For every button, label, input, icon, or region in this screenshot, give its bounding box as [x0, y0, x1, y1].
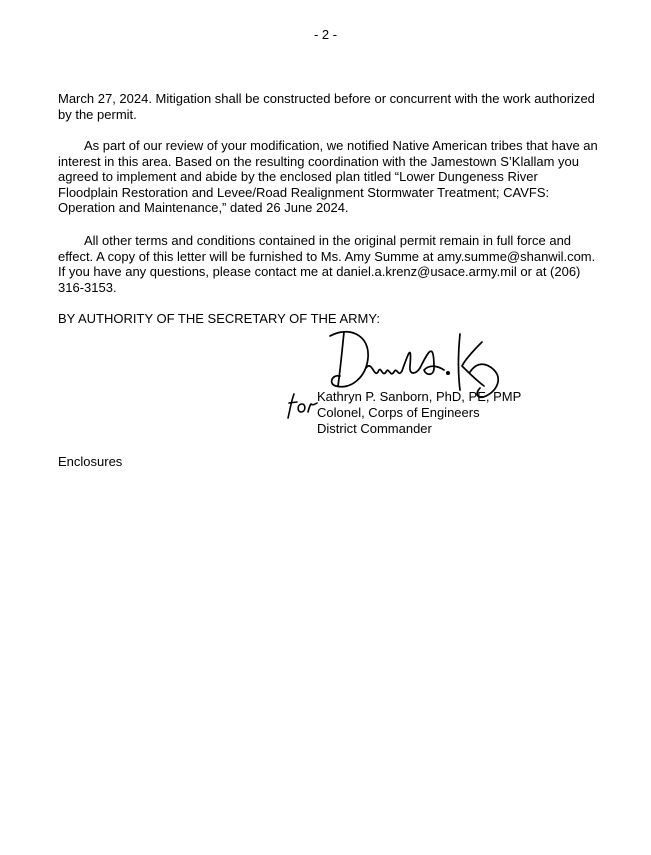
signature-block	[317, 389, 521, 437]
handwritten-for-mark	[284, 390, 320, 420]
authority-line: BY AUTHORITY OF THE SECRETARY OF THE ARMY:	[58, 311, 380, 326]
paragraph-mitigation: March 27, 2024. Mitigation shall be constructed before or concurrent with the work authorized by the permit.	[58, 91, 595, 122]
signatory-role: District Commander	[317, 421, 432, 436]
signatory-title: Colonel, Corps of Engineers	[317, 405, 480, 420]
enclosures-label: Enclosures	[58, 454, 123, 469]
signatory-name: Kathryn P. Sanborn, PhD, PE, PMP	[317, 389, 522, 404]
paragraph-tribal-coordination: As part of our review of your modification, we notified Native American tribes that have an interest in this area. Based on the resulting coordination with the Jamestown S’Klallam you agreed to implement and abide by the enclosed plan titled “Lower Dungeness River Floodplain Restoration and Levee/Road Realignment Stormwater Treatment; CAVFS: Operation and Maintenance,” dated 26 June 2024.	[58, 138, 598, 215]
page-number: - 2 -	[313, 27, 338, 42]
paragraph-terms-conditions: All other terms and conditions contained in the original permit remain in full force and effect. A copy of this letter will be furnished to Ms. Amy Summe at amy.summe@shanwil.com. If you have any questions, please contact me at daniel.a.krenz@usace.army.mil or at (206) 316-3153.	[58, 233, 596, 295]
